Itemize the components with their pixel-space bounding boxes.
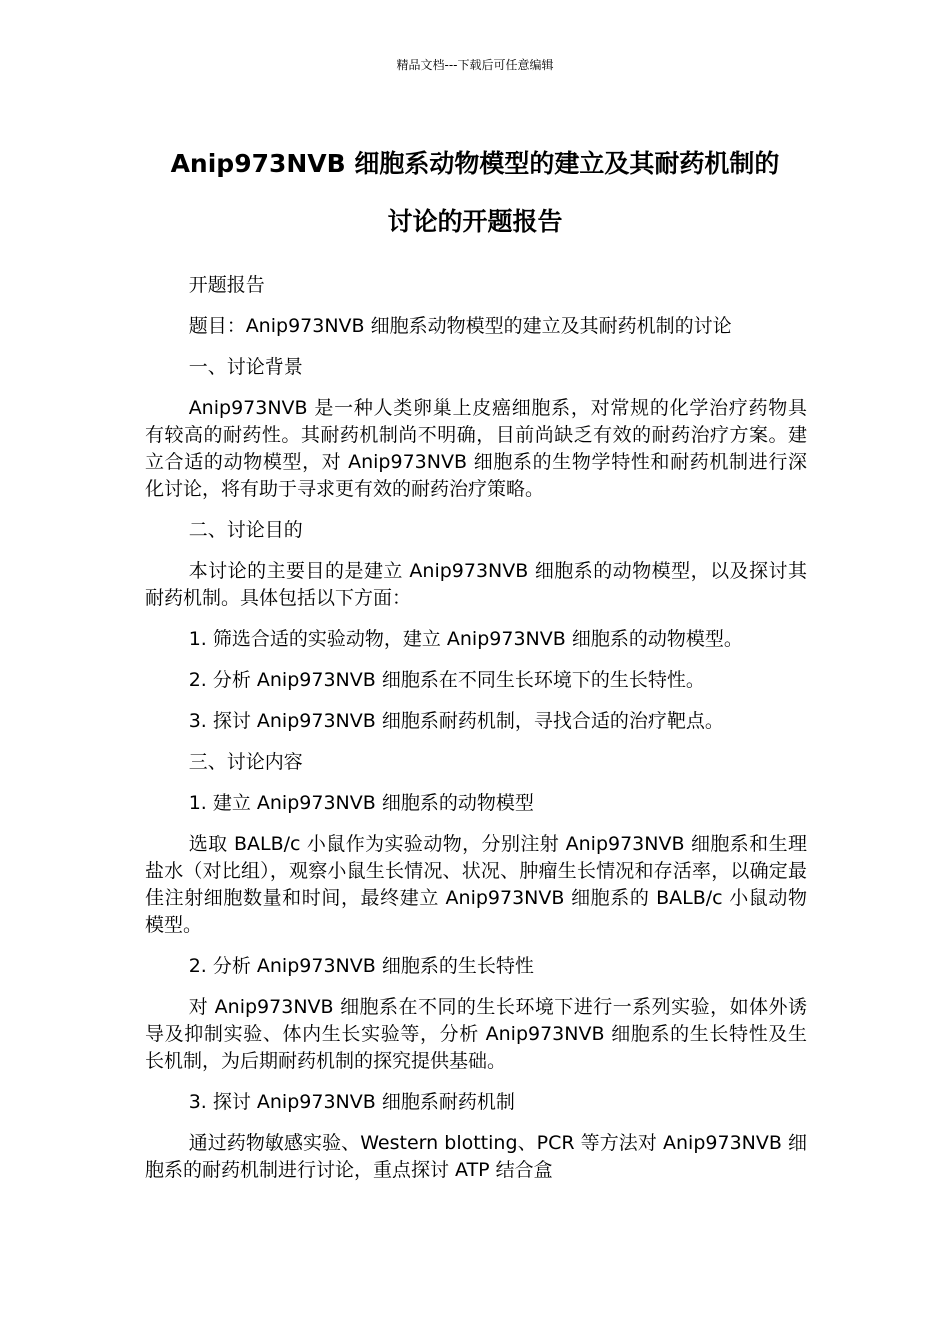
- paragraph-report-label: 开题报告: [188, 274, 265, 296]
- document-body: [145, 272, 807, 1198]
- list-item-purpose-2: 2. 分析 Anip973NVB 细胞系在不同生长环境下的生长特性。: [188, 669, 705, 691]
- section-heading-purpose: 二、讨论目的: [188, 519, 303, 541]
- subheading-content-2: 2. 分析 Anip973NVB 细胞系的生长特性: [188, 955, 534, 977]
- title-line-2: 讨论的开题报告: [387, 207, 563, 236]
- paragraph-content-2: 对 Anip973NVB 细胞系在不同的生长环境下进行一系列实验，如体外诱导及抑制实验、体内生长实验等，分析 Anip973NVB 细胞系的生长特性及生长机制，为后期耐药机制的探究提供基础。: [145, 996, 807, 1072]
- list-item-purpose-3: 3. 探讨 Anip973NVB 细胞系耐药机制，寻找合适的治疗靶点。: [188, 710, 724, 732]
- paragraph-purpose: 本讨论的主要目的是建立 Anip973NVB 细胞系的动物模型，以及探讨其耐药机制。具体包括以下方面：: [145, 560, 807, 609]
- subheading-content-3: 3. 探讨 Anip973NVB 细胞系耐药机制: [188, 1091, 515, 1113]
- section-heading-content: 三、讨论内容: [188, 751, 303, 773]
- paragraph-topic: 题目：Anip973NVB 细胞系动物模型的建立及其耐药机制的讨论: [188, 315, 732, 337]
- document-title: [130, 135, 820, 251]
- header-note: 精品文档---下载后可任意编辑: [396, 58, 554, 72]
- list-item-purpose-1: 1. 筛选合适的实验动物，建立 Anip973NVB 细胞系的动物模型。: [188, 628, 743, 650]
- paragraph-content-1: 选取 BALB/c 小鼠作为实验动物，分别注射 Anip973NVB 细胞系和生理盐水（对比组），观察小鼠生长情况、状况、肿瘤生长情况和存活率，以确定最佳注射细胞数量和时间，最终建立 Anip973NVB 细胞系的 BALB/c 小鼠动物模型。: [145, 833, 807, 936]
- paragraph-content-3: 通过药物敏感实验、Western blotting、PCR 等方法对 Anip973NVB 细胞系的耐药机制进行讨论，重点探讨 ATP 结合盒: [145, 1132, 807, 1181]
- subheading-content-1: 1. 建立 Anip973NVB 细胞系的动物模型: [188, 792, 534, 814]
- title-line-1: Anip973NVB 细胞系动物模型的建立及其耐药机制的: [170, 149, 780, 178]
- paragraph-background: Anip973NVB 是一种人类卵巢上皮癌细胞系，对常规的化学治疗药物具有较高的耐药性。其耐药机制尚不明确，目前尚缺乏有效的耐药治疗方案。建立合适的动物模型，对 Anip973NVB 细胞系的生物学特性和耐药机制进行深化讨论，将有助于寻求更有效的耐药治疗策略。: [145, 397, 807, 500]
- section-heading-background: 一、讨论背景: [188, 356, 303, 378]
